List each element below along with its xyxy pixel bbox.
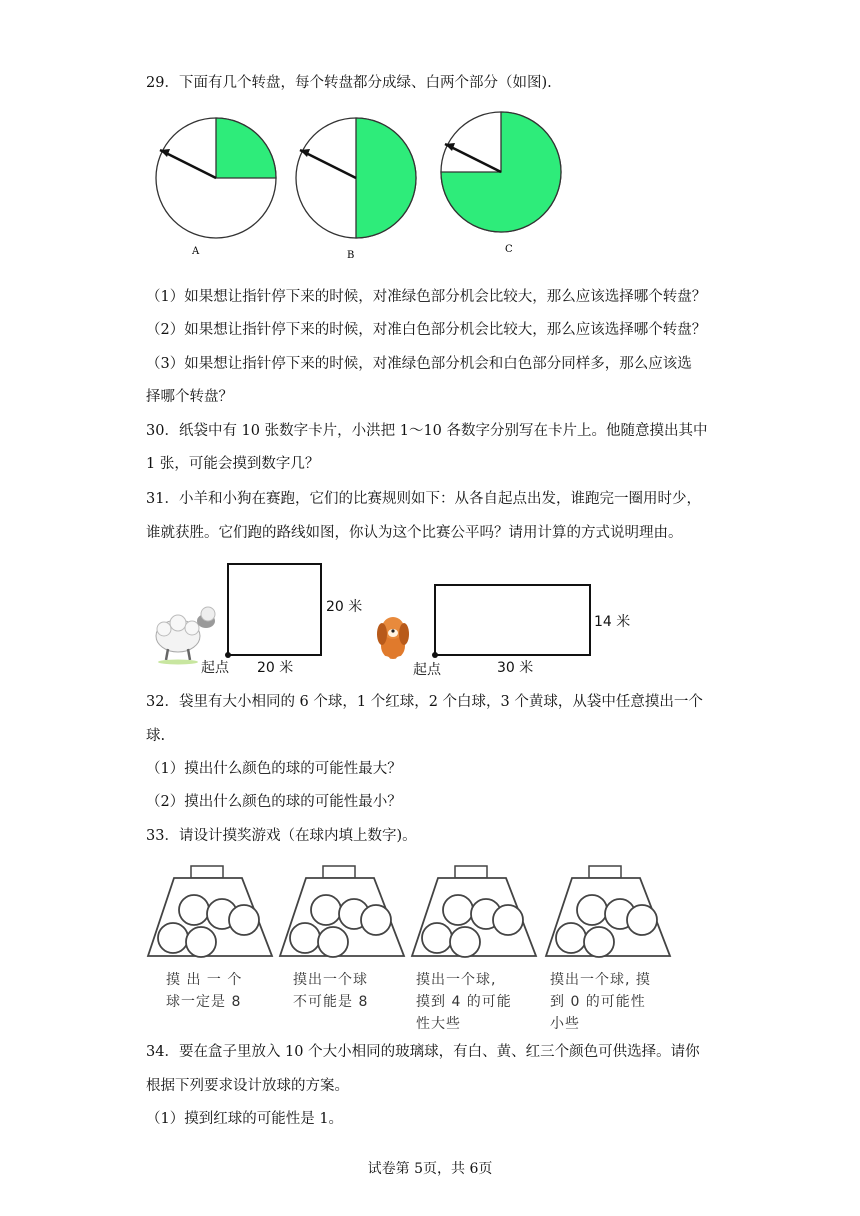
spinners-figure	[150, 104, 590, 264]
square-start-label: 起点	[201, 660, 229, 676]
q34-sub1: （1）摸到红球的可能性是 1。	[146, 1111, 344, 1127]
jar4-line1: 摸出一个球, 摸	[550, 972, 651, 988]
dog-illustration	[377, 617, 409, 662]
q31-line2: 谁就获胜。它们跑的路线如图，你认为这个比赛公平吗？请用计算的方式说明理由。	[146, 525, 683, 541]
square-side-label: 20 米	[326, 599, 363, 615]
q31-line1: 31．小羊和小狗在赛跑，它们的比赛规则如下：从各自起点出发，谁跑完一圈用时少，	[146, 491, 701, 507]
jar2-line1: 摸出一个球	[293, 972, 368, 988]
q29-sub3b: 择哪个转盘？	[146, 389, 233, 405]
lottery-jar-4	[546, 866, 670, 957]
ball-circle	[584, 927, 614, 957]
square-bottom-label: 20 米	[257, 660, 294, 676]
ball-circle	[493, 905, 523, 935]
jar3-line2: 摸到 4 的可能	[416, 994, 512, 1010]
ball-circle	[229, 905, 259, 935]
spinner-label: A	[192, 246, 200, 257]
q29-stem: 29．下面有几个转盘，每个转盘都分成绿、白两个部分（如图).	[146, 75, 552, 91]
ball-circle	[577, 895, 607, 925]
ball-circle	[443, 895, 473, 925]
ball-circle	[179, 895, 209, 925]
q29-sub3a: （3）如果想让指针停下来的时候，对准绿色部分机会和白色部分同样多，那么应该选	[146, 356, 692, 372]
lottery-jar-2	[280, 866, 404, 957]
spinner-b	[296, 118, 416, 261]
q30-line1: 30．纸袋中有 10 张数字卡片，小洪把 1～10 各数字分别写在卡片上。他随意摸出其中	[146, 423, 708, 439]
sheep-illustration	[156, 607, 215, 665]
ball-circle	[186, 927, 216, 957]
ball-circle	[422, 923, 452, 953]
spinner-c	[441, 112, 561, 255]
ball-circle	[627, 905, 657, 935]
q32-sub2: （2）摸出什么颜色的球的可能性最小？	[146, 794, 402, 810]
jar3-line1: 摸出一个球,	[416, 972, 497, 988]
q32-sub1: （1）摸出什么颜色的球的可能性最大？	[146, 761, 402, 777]
ball-circle	[556, 923, 586, 953]
page-footer: 试卷第 5页，共 6页	[367, 1161, 493, 1177]
rect-start-label: 起点	[413, 662, 441, 678]
spinner-label: B	[347, 250, 355, 261]
ball-circle	[450, 927, 480, 957]
rect-bottom-label: 30 米	[497, 660, 534, 676]
q29-sub2: （2）如果想让指针停下来的时候，对准白色部分机会比较大，那么应该选择哪个转盘？	[146, 322, 707, 338]
lottery-jar-1	[148, 866, 272, 957]
ball-circle	[158, 923, 188, 953]
jar4-line3: 小些	[550, 1016, 580, 1032]
q32-line2: 球.	[146, 728, 166, 744]
q32-line1: 32．袋里有大小相同的 6 个球，1 个红球，2 个白球，3 个黄球，从袋中任意摸出一个	[146, 694, 703, 710]
q34-line1: 34．要在盒子里放入 10 个大小相同的玻璃球，有白、黄、红三个颜色可供选择。请你	[146, 1044, 700, 1060]
ball-circle	[311, 895, 341, 925]
spinner-label: C	[505, 244, 513, 255]
ball-circle	[318, 927, 348, 957]
jar2-line2: 不可能是 8	[293, 994, 369, 1010]
q30-line2: 1 张，可能会摸到数字几？	[146, 456, 320, 472]
lottery-jar-3	[412, 866, 536, 957]
spinner-a	[156, 118, 276, 257]
jar4-line2: 到 0 的可能性	[550, 994, 646, 1010]
green-sector	[216, 118, 276, 178]
lottery-jars-figure	[146, 862, 706, 962]
ball-circle	[361, 905, 391, 935]
rect-side-label: 14 米	[594, 614, 631, 630]
q34-line2: 根据下列要求设计放球的方案。	[146, 1078, 349, 1094]
jar1-line2: 球一定是 8	[166, 994, 242, 1010]
jar1-line1: 摸 出 一 个	[166, 972, 243, 988]
green-sector	[356, 118, 416, 238]
jar3-line3: 性大些	[416, 1016, 461, 1032]
ball-circle	[290, 923, 320, 953]
q29-sub1: （1）如果想让指针停下来的时候，对准绿色部分机会比较大，那么应该选择哪个转盘？	[146, 289, 707, 305]
q33-stem: 33．请设计摸奖游戏（在球内填上数字)。	[146, 828, 417, 844]
